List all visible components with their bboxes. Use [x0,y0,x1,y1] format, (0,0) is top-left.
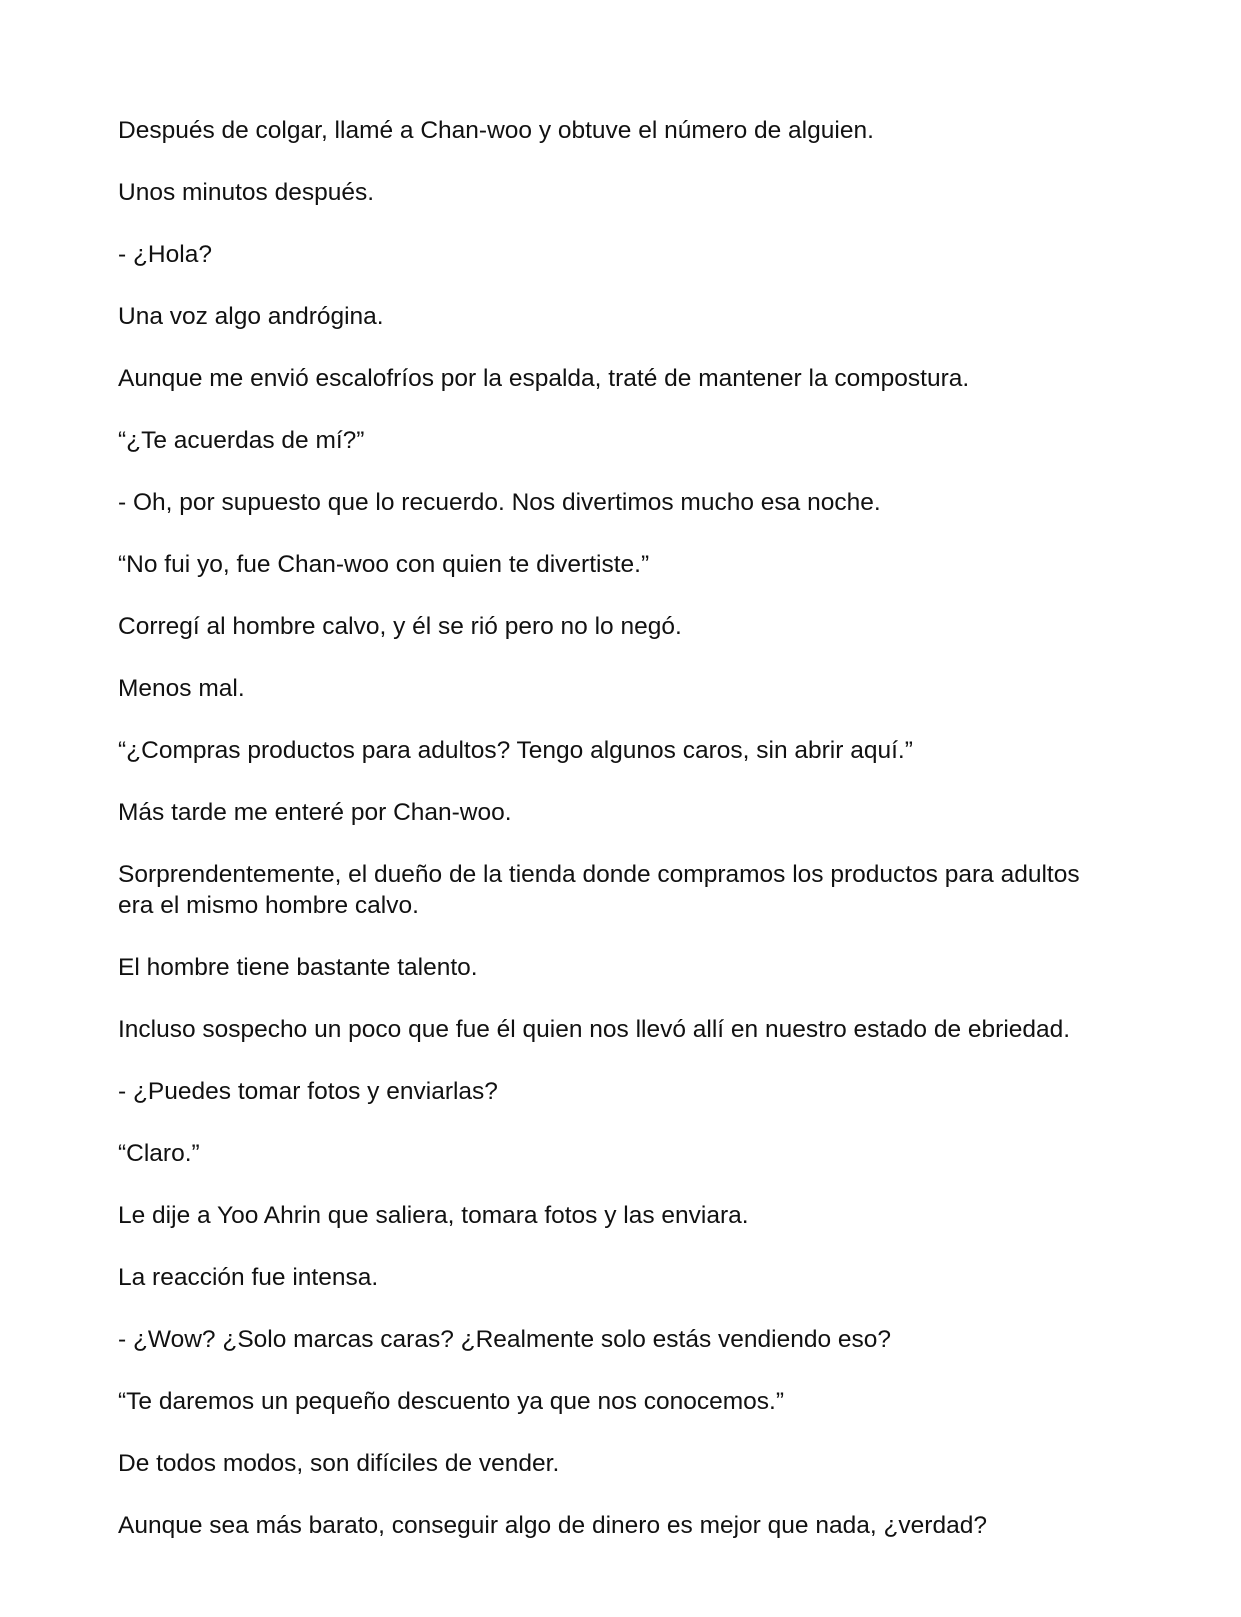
paragraph: “¿Te acuerdas de mí?” [118,427,365,454]
paragraph: - ¿Puedes tomar fotos y enviarlas? [118,1078,498,1105]
paragraph: Corregí al hombre calvo, y él se rió pero no lo negó. [118,613,682,640]
paragraph: Aunque sea más barato, conseguir algo de dinero es mejor que nada, ¿verdad? [118,1512,987,1539]
paragraph: Sorprendentemente, el dueño de la tienda donde compramos los productos para adultos era el mismo hombre calvo. [118,861,1080,919]
paragraph: “Te daremos un pequeño descuento ya que nos conocemos.” [118,1388,785,1415]
paragraph: Unos minutos después. [118,179,375,206]
paragraph: - ¿Wow? ¿Solo marcas caras? ¿Realmente solo estás vendiendo eso? [118,1326,892,1353]
document-body [118,115,1118,1572]
paragraph: - Oh, por supuesto que lo recuerdo. Nos divertimos mucho esa noche. [118,489,881,516]
paragraph: “¿Compras productos para adultos? Tengo algunos caros, sin abrir aquí.” [118,737,913,764]
paragraph: El hombre tiene bastante talento. [118,954,478,981]
paragraph: Le dije a Yoo Ahrin que saliera, tomara fotos y las enviara. [118,1202,749,1229]
paragraph: Incluso sospecho un poco que fue él quien nos llevó allí en nuestro estado de ebriedad. [118,1016,1071,1043]
paragraph: - ¿Hola? [118,241,212,268]
paragraph: “Claro.” [118,1140,200,1167]
paragraph: Más tarde me enteré por Chan-woo. [118,799,512,826]
paragraph: Menos mal. [118,675,245,702]
paragraph: De todos modos, son difíciles de vender. [118,1450,560,1477]
paragraph: Una voz algo andrógina. [118,303,384,330]
paragraph: “No fui yo, fue Chan-woo con quien te divertiste.” [118,551,650,578]
paragraph: La reacción fue intensa. [118,1264,379,1291]
paragraph: Después de colgar, llamé a Chan-woo y obtuve el número de alguien. [118,117,874,144]
paragraph: Aunque me envió escalofríos por la espalda, traté de mantener la compostura. [118,365,970,392]
